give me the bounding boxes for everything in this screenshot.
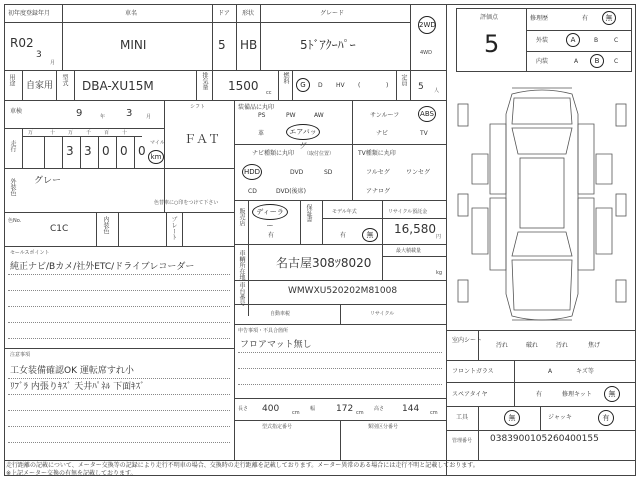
notes-line-2: ﾘﾌﾞﾗ 内張りｷｽﾞ 天井ﾊﾟﾈﾙ 下面ｷｽﾞ	[10, 382, 145, 392]
dealer-item: ディーラー	[256, 208, 284, 230]
interior-option-a: A	[574, 58, 579, 65]
equipment-sunroof: サンルーフ	[370, 112, 400, 119]
repair-label: 修理歴	[530, 15, 549, 22]
width-label: 幅	[310, 406, 316, 412]
seat-option-0: 汚れ	[496, 342, 509, 349]
length-unit: cm	[292, 410, 300, 416]
location-label: 車輌所在地	[238, 250, 245, 280]
exterior-option-c: C	[614, 37, 619, 44]
fuel-option-d: D	[318, 82, 323, 89]
inspection-label: 車検	[10, 108, 23, 115]
tv-oneseg: ワンセグ	[406, 169, 431, 176]
usage-label: 用途	[8, 74, 15, 86]
reg-month-unit: 月	[50, 60, 56, 66]
dealer-has: 有	[268, 232, 275, 239]
nav-type-note: （取付位置）	[304, 151, 335, 157]
spare-none-circle	[604, 386, 620, 402]
spare-option-kit: 修理キット	[562, 391, 592, 398]
vin-label: 車台番号	[238, 282, 245, 306]
car-name: MINI	[120, 38, 147, 52]
car-name-label: 車名	[125, 10, 138, 17]
tax-label: 自動車税	[270, 311, 291, 317]
width-value: 172	[336, 404, 354, 414]
doors-value: 5	[218, 38, 226, 52]
fuel-option-paren-close: )	[386, 82, 389, 89]
windshield-label: フロントガラス	[452, 368, 494, 375]
mgmt-value: 0383900105260400155	[490, 434, 599, 444]
fuel-option-hv: HV	[336, 82, 345, 89]
equipment-pw: PW	[286, 112, 296, 119]
repair-option-no-circle	[602, 11, 616, 25]
tools-value: 無	[508, 414, 516, 422]
recycle-value: 16,580	[394, 222, 436, 236]
mileage-digit-4: 0	[138, 144, 146, 158]
eval-score: 5	[484, 30, 500, 58]
grade-value: 5ﾄﾞｱｸｰﾊﾟｰ	[300, 38, 356, 52]
shift-value: ＦＡＴ	[184, 132, 221, 146]
digit-header-5: 十	[122, 130, 128, 136]
exterior-label: 外装	[536, 37, 549, 44]
abs-circle	[418, 106, 436, 122]
car-diagram	[450, 84, 634, 324]
interior-b-circle	[590, 54, 604, 68]
nav-type-label: ナビ種類に丸印	[252, 150, 295, 157]
reg-year: R02	[10, 36, 34, 50]
nav-dvd-rear: DVD(後席)	[276, 188, 306, 195]
repair-option-yes: 有	[582, 15, 589, 22]
windshield-option-damage: キズ等	[576, 368, 594, 375]
width-unit: cm	[356, 410, 364, 416]
spare-option-none: 無	[608, 390, 616, 398]
recycle-unit: 円	[436, 234, 442, 240]
capacity-unit: 人	[434, 88, 440, 94]
fuel-label: 燃料	[282, 72, 289, 84]
tools-circle	[504, 410, 520, 426]
tv-analog: アナログ	[366, 188, 391, 195]
dealer-circle	[252, 204, 288, 230]
tax-recycle-label: リサイクル	[370, 311, 395, 317]
warranty-label: 保証書	[305, 204, 312, 222]
equipment-navi: ナビ	[376, 130, 389, 137]
exterior-option-b: B	[594, 37, 599, 44]
location-value: 名古屋308ﾂ8020	[276, 256, 372, 270]
mileage-label: 走行	[9, 140, 16, 152]
nav-cd: CD	[248, 188, 257, 195]
digit-header-3: 千	[86, 130, 92, 136]
recycle-label: リサイクル預託金	[388, 209, 428, 215]
shape-label: 形状	[242, 10, 255, 17]
inst-has: 有	[340, 232, 347, 239]
model-label: 型式	[61, 74, 68, 86]
airbag-circle	[286, 124, 320, 150]
usage-value: 自家用	[26, 81, 54, 91]
shift-label: シフト	[190, 104, 206, 110]
load-label: 最大積載量	[396, 248, 422, 254]
exterior-a-circle	[566, 33, 580, 47]
mileage-unit-label: マイル	[150, 140, 165, 146]
length-value: 400	[262, 404, 280, 414]
displacement-value: 1500	[228, 79, 259, 93]
equipment-aw: AW	[314, 112, 324, 119]
seat-option-3: 焦げ	[588, 342, 601, 349]
2wd-label: 2WD	[419, 21, 436, 29]
tv-type-label: TV種類に丸印	[358, 150, 396, 157]
inst-none-circle	[362, 228, 378, 242]
tools-label: 工具	[456, 414, 469, 421]
vin-value: WMWXU520202M81008	[288, 286, 398, 296]
equipment-tv: TV	[420, 130, 428, 137]
displacement-unit: cc	[266, 90, 272, 96]
displacement-label: 排気量	[201, 72, 208, 90]
mileage-digit-2: 0	[102, 144, 110, 158]
repair-option-no: 無	[605, 14, 613, 22]
digit-header-0: 万	[28, 130, 34, 136]
grade-label: グレード	[320, 10, 345, 17]
sales-point-text: 純正ナビ/Bカメ/社外ETC/ドライブレコーダー	[10, 262, 195, 272]
length-label: 長さ	[238, 406, 249, 412]
inspection-month: 3	[126, 108, 133, 119]
windshield-option-a: A	[548, 368, 553, 375]
digit-header-4: 百	[104, 130, 110, 136]
interior-label: 内装	[536, 58, 549, 65]
height-value: 144	[402, 404, 420, 414]
hdd-circle	[242, 164, 262, 180]
capacity-value: 5	[418, 82, 424, 92]
equipment-airbag: エアバッグ	[289, 128, 317, 150]
category-label: 類別区分番号	[368, 424, 399, 430]
digit-header-1: 十	[50, 130, 56, 136]
equipment-label: 装備品に丸印	[238, 104, 275, 111]
nav-hdd: HDD	[243, 168, 261, 176]
color-code-label: 色No.	[8, 218, 22, 224]
jack-value: 有	[602, 414, 610, 422]
4wd-label: 4WD	[420, 50, 432, 56]
capacity-label: 定員	[400, 74, 407, 86]
load-unit: kg	[436, 270, 443, 276]
footer-line-2: ※上記メーター交換の有無を記載しております。	[6, 470, 137, 477]
equipment-leather: 革	[258, 130, 265, 137]
mileage-unit-km: km	[150, 153, 162, 161]
color-label: 外装色	[9, 178, 16, 196]
fuel-option-paren-open: (	[358, 82, 361, 89]
model-value: DBA-XU15M	[82, 79, 154, 93]
inspection-year-unit: 年	[100, 114, 106, 120]
notes-line-1: 工女装備確認OK 運転席すれ小	[10, 366, 134, 376]
jack-circle	[598, 410, 614, 426]
height-label: 高さ	[374, 406, 385, 412]
mileage-digit-0: 3	[66, 144, 74, 158]
nav-sd: SD	[324, 169, 333, 176]
mgmt-label: 管理番号	[452, 438, 473, 444]
seat-label: 室内シート	[452, 337, 483, 344]
km-circle	[148, 150, 164, 164]
model-year-label: モデル年式	[332, 209, 357, 215]
inst-none: 無	[366, 231, 374, 239]
reg-month: 3	[36, 50, 42, 60]
fuel-option-g: G	[300, 81, 306, 89]
seat-option-2: 汚れ	[556, 342, 569, 349]
tv-fullseg: フルセグ	[366, 169, 390, 176]
interior-option-b: B	[594, 57, 600, 65]
equipment-ps: PS	[258, 112, 266, 119]
mileage-digit-1: 3	[84, 144, 92, 158]
fuel-g-circle	[296, 78, 310, 92]
reg-date-label: 初年度登録年月	[8, 10, 51, 17]
dealer-label: 販売店	[238, 208, 245, 226]
mileage-digit-3: 0	[120, 144, 128, 158]
exterior-option-a: A	[570, 36, 576, 44]
footer-line-1: 走行距離の記載について、メーター交換等の記録により走行不明車の場合、交換時の走行距離を記載しております。メーター異常のある場合には走行不明と記載しております。	[6, 462, 479, 469]
doors-label: ドア	[218, 10, 230, 17]
model-designation-label: 型式指定番号	[262, 424, 293, 430]
equipment-abs: ABS	[420, 110, 434, 118]
seat-option-1: 破れ	[526, 342, 539, 349]
color-value: グレー	[34, 176, 62, 186]
sales-point-label: セールスポイント	[10, 250, 50, 256]
inspection-month-unit: 月	[146, 114, 152, 120]
digit-header-2: 万	[68, 130, 74, 136]
spare-option-yes: 有	[536, 391, 543, 398]
interior-option-c: C	[614, 58, 619, 65]
plate-label: プレート	[170, 216, 177, 240]
jack-label: ジャッキ	[548, 414, 572, 421]
shape-value: HB	[240, 38, 258, 52]
declared-text: フロアマット無し	[240, 340, 312, 350]
spare-label: スペアタイヤ	[452, 391, 488, 398]
declared-label: 申告事項・不具合箇所	[238, 328, 289, 334]
height-unit: cm	[430, 410, 438, 416]
nav-dvd: DVD	[290, 169, 304, 176]
inspection-year: 9	[76, 108, 83, 119]
eval-label: 評価点	[480, 14, 499, 21]
notes-label: 注意事項	[10, 352, 31, 358]
color-code-value: C1C	[50, 224, 69, 234]
color-note: 色替車に○印をつけて下さい	[154, 200, 219, 206]
2wd-circle	[418, 16, 436, 34]
interior-color-label: 内装色	[102, 216, 109, 234]
